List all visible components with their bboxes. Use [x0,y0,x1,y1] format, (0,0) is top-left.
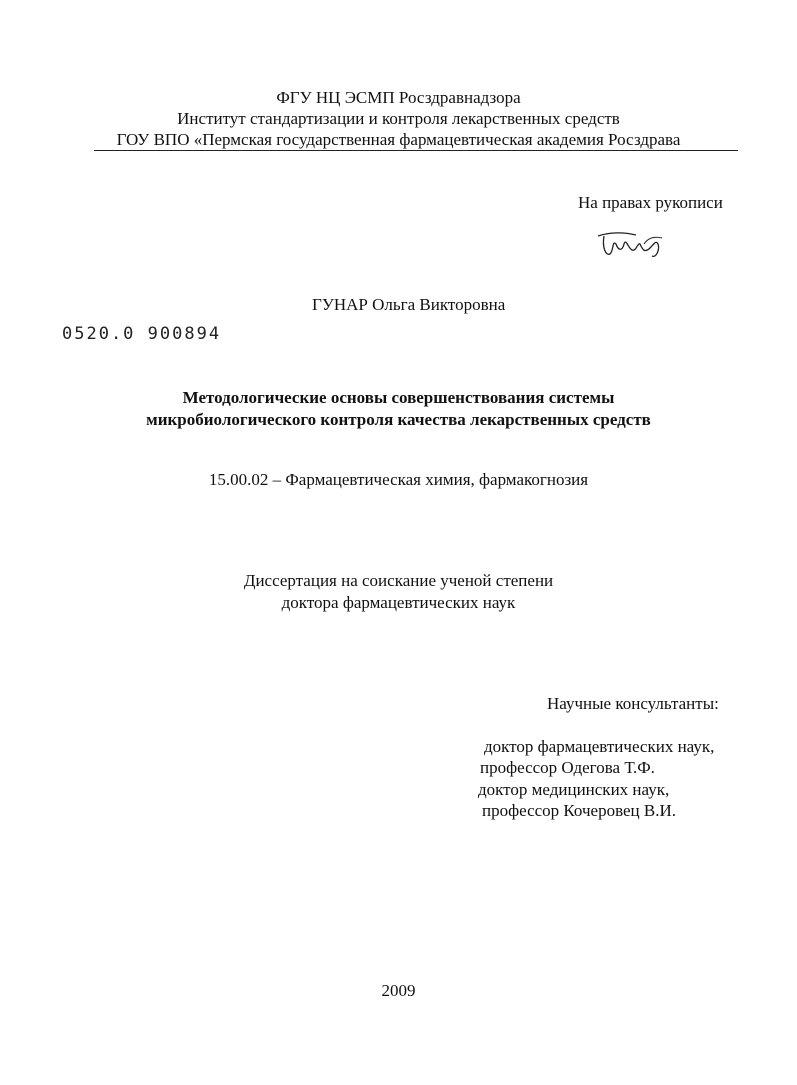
consultant-line-2: профессор Одегова Т.Ф. [480,758,655,777]
year: 2009 [381,981,416,1000]
header-line-2: Институт стандартизации и контроля лекарственных средств [177,109,620,128]
consultant-line-3: доктор медицинских наук, [478,780,670,799]
author-name: ГУНАР Ольга Викторовна [312,295,506,314]
signature-icon [596,226,666,266]
consultants-heading: Научные консультанты: [547,694,719,713]
degree-line-1: Диссертация на соискание ученой степени [243,571,554,590]
header-line-1: ФГУ НЦ ЭСМП Росздравнадзора [276,88,521,107]
header-line-3: ГОУ ВПО «Пермская государственная фармацевтическая академия Росздрава [116,130,681,149]
consultant-line-1: доктор фармацевтических наук, [484,737,715,756]
title-line-1: Методологические основы совершенствования системы [182,388,615,407]
archive-number-stamp: 0520.0 900894 [62,324,222,344]
header-divider [94,150,738,151]
degree-line-2: доктора фармацевтических наук [281,593,516,612]
specialty: 15.00.02 – Фармацевтическая химия, фармакогнозия [208,470,589,489]
consultant-line-4: профессор Кочеровец В.И. [482,801,677,820]
manuscript-note: На правах рукописи [578,193,723,212]
title-line-2: микробиологического контроля качества лекарственных средств [146,410,651,429]
